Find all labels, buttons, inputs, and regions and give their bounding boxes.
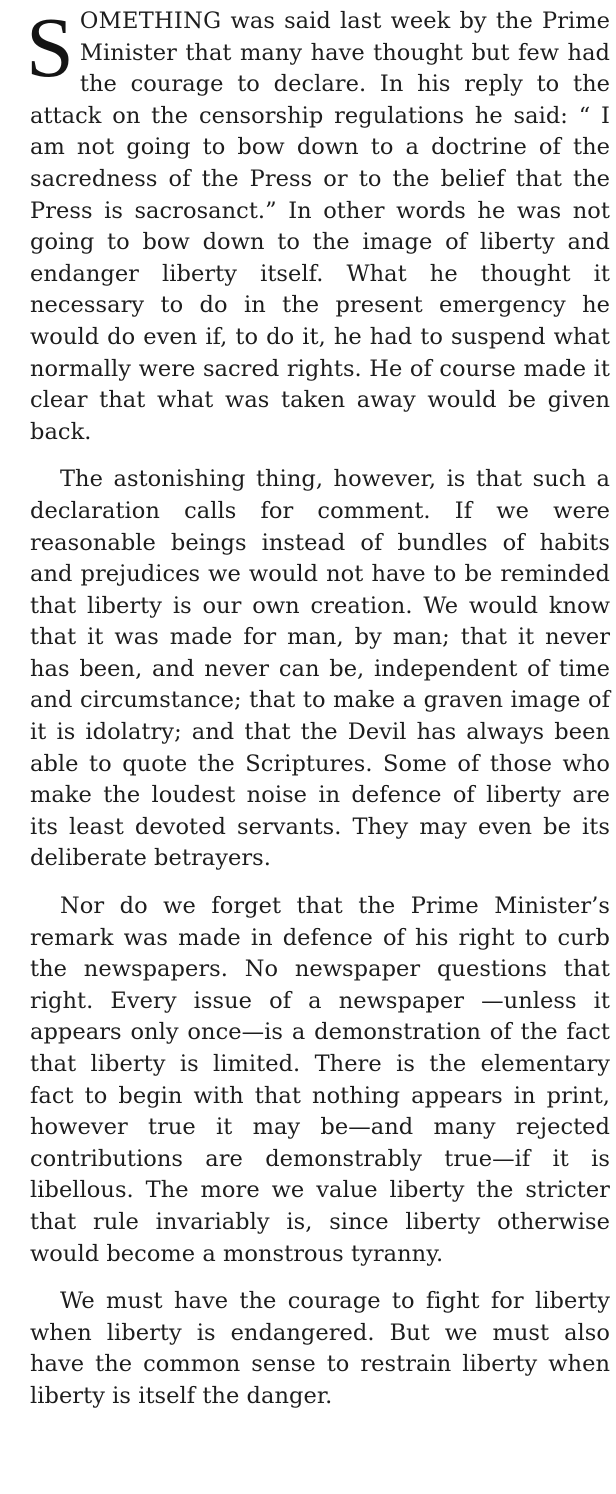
drop-cap: S	[26, 0, 74, 95]
paragraph-1-text: was said last week by the Prime Minister that many have thought but few had the courage to declare. In his reply to the attack on the censorship regulations he said: “ I am not going to bow down to a doctrine of the sacredness of the Press or to the belief that the Press is sacrosanct.” In other words he was not going to bow down to the image of liberty and endanger liberty itself. What he thought it necessary to do in the present emergency he would do even if, to do it, he had to suspend what normally were sacred rights. He of course made it clear that what was taken away would be given back.	[30, 8, 610, 445]
opening-word: OMETHING	[79, 8, 222, 34]
paragraph-4: We must have the courage to fight for liberty when liberty is endangered. But we must also have the common sense to restrain liberty when liberty is itself the danger.	[30, 1288, 610, 1409]
paragraph-3: Nor do we forget that the Prime Minister’s remark was made in defence of his right to curb the newspapers. No newspaper questions that right. Every issue of a newspaper —unless it appears only once—is a demonstration of the fact that liberty is limited. There is the elementary fact to begin with that nothing appears in print, however true it may be—and many rejected contributions are demonstrably true—if it is libellous. The more we value liberty the stricter that rule invariably is, since liberty otherwise would become a monstrous tyranny.	[30, 893, 610, 1267]
paragraph-2: The astonishing thing, however, is that such a declaration calls for comment. If we were reasonable beings instead of bundles of habits and prejudices we would not have to be reminded that liberty is our own creation. We would know that it was made for man, by man; that it never has been, and never can be, independent of time and circumstance; that to make a graven image of it is idolatry; and that the Devil has always been able to quote the Scriptures. Some of those who make the loudest noise in defence of liberty are its least devoted servants. They may even be its deliberate betrayers.	[30, 466, 610, 872]
paragraph-1	[26, 0, 610, 448]
article-column	[26, 0, 610, 1429]
